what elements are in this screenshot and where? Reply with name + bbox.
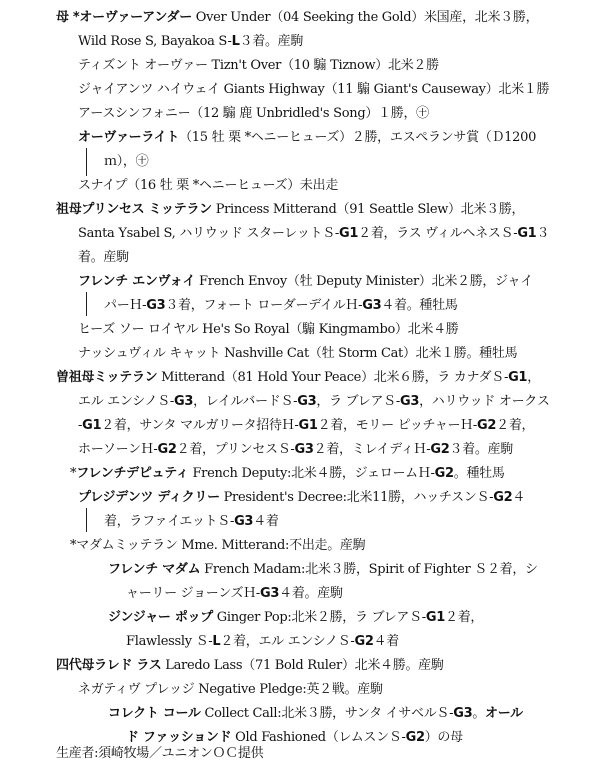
bold-name: G1 [82, 418, 102, 433]
text-segment: ３ [536, 226, 550, 241]
bold-name: G2 [157, 442, 177, 457]
text-segment: ナッシュヴィル キャット Nashville Cat（牡 Storm Cat）北米１勝。種牡馬 [78, 346, 518, 361]
text-segment: ホーソーンＨ- [78, 442, 158, 457]
bold-name: G2 [493, 490, 513, 505]
bold-name: フレンチ マダム [108, 562, 201, 577]
text-segment: ２着，ラス ヴィルヘネスＳ- [358, 226, 518, 241]
text-segment: Laredo Lass（71 Bold Ruler）北米４勝。産駒 [161, 658, 444, 673]
text-segment: * [70, 466, 77, 481]
text-segment: ２着，サンタ マルガリータ招待Ｈ- [101, 418, 299, 433]
bold-name: コレクト コール [108, 706, 201, 721]
text-segment: 。 [472, 706, 486, 721]
bold-name: G1 [339, 226, 359, 241]
text-segment: ３着。産駒 [239, 34, 304, 49]
text-segment: ４着 [253, 514, 279, 529]
text-segment: ４着。種牡馬 [381, 298, 458, 313]
text-segment: ４ [512, 490, 526, 505]
bold-name: G1 [425, 610, 446, 625]
text-segment: ティズント オーヴァー Tizn't Over（10 騸 Tiznow）北米２勝 [78, 58, 439, 73]
text-segment: ネガティヴ プレッジ Negative Pledge:英２戦。産駒 [78, 682, 383, 697]
text-segment: エル エンシノＳ- [78, 394, 174, 409]
pedigree-line [126, 632, 399, 652]
text-segment: 着。産駒 [78, 250, 129, 265]
bold-name: G3 [173, 394, 194, 409]
text-segment: ２着，プリンセスＳ- [176, 442, 295, 457]
pedigree-line [108, 608, 483, 628]
pedigree-line [78, 320, 459, 340]
pedigree-line [70, 536, 365, 556]
pedigree-line [108, 560, 538, 580]
text-segment: ３着。産駒 [449, 442, 513, 457]
bold-name: G1 [298, 418, 318, 433]
pedigree-line [78, 128, 536, 148]
pedigree-line [78, 224, 549, 244]
text-segment: ，ハリウッド オークス [419, 394, 550, 409]
text-segment: Santa Ysabel S, ハリウッド スターレットＳ- [78, 226, 340, 241]
text-segment: ２着，モリー ピッチャーＨ- [317, 418, 478, 433]
text-segment: ２着， [496, 418, 535, 433]
text-segment: ジャイアンツ ハイウェイ Giants Highway（11 騸 Giant's Causeway）北米１勝 [78, 82, 550, 97]
bold-name: L [231, 34, 240, 49]
text-segment: Princess Mitterand（91 Seattle Slew）北米３勝， [211, 202, 525, 217]
pedigree-line [56, 200, 524, 220]
text-segment: - [78, 418, 83, 433]
bold-name: G3 [297, 394, 317, 409]
footer-credit: 生産者:須崎牧場／ユニオンＯＣ提供 [56, 746, 264, 761]
pedigree-line [56, 368, 540, 388]
text-segment: French Envoy（牡 Deputy Minister）北米２勝，ジャイ [195, 274, 533, 289]
bold-name: G2 [477, 418, 497, 433]
pedigree-line [78, 488, 525, 508]
text-segment: ３着，フォート ローダーデイルＨ- [165, 298, 363, 313]
pedigree-line [126, 584, 343, 604]
text-segment: Over Under（04 Seeking the Gold）米国産，北米３勝， [191, 10, 539, 25]
pedigree-line [78, 440, 513, 460]
pedigree-line [78, 248, 129, 268]
bold-name: フレンチ エンヴォイ [78, 274, 196, 289]
bold-name: G3 [399, 394, 420, 409]
bold-name: ド ファッションド [126, 730, 232, 745]
text-segment: ４着 [373, 634, 399, 649]
bold-name: G3 [453, 706, 473, 721]
bold-name: 母 *オーヴァーアンダー [56, 10, 192, 25]
pedigree-line [56, 8, 538, 28]
bold-name: G1 [508, 370, 528, 385]
text-segment: アースシンフォニー（12 騸 鹿 Unbridled's Song）１勝，㊉ [78, 106, 429, 121]
bold-name: G2 [354, 634, 374, 649]
bold-name: G2 [405, 730, 425, 745]
continuation-bar [86, 148, 87, 176]
text-segment: French Deputy:北米４勝，ジェロームＨ- [188, 466, 435, 481]
pedigree-line [78, 416, 534, 436]
bold-name: G1 [517, 226, 537, 241]
text-segment: Flawlessly Ｓ- [126, 634, 213, 649]
text-segment: ｍ），㊉ [104, 154, 149, 169]
bold-name: G3 [146, 298, 166, 313]
text-segment: ヒーズ ソー ロイヤル He's So Royal（騸 Kingmambo）北米４勝 [78, 322, 459, 337]
text-segment: Ginger Pop:北米２勝，ラ ブレアＳ- [212, 610, 426, 625]
bold-name: G3 [294, 442, 314, 457]
pedigree-line [70, 464, 505, 484]
pedigree-line [78, 80, 549, 100]
pedigree-line [78, 176, 338, 196]
text-segment: ２着，エル エンシノＳ- [220, 634, 355, 649]
text-segment: （15 牡 栗 *ヘニーヒューズ）２勝，エスペランサ賞（Ｄ1200 [179, 130, 537, 145]
bold-name: 曽祖母ミッテラン [56, 370, 158, 385]
pedigree-line [78, 680, 383, 700]
continuation-bar [86, 508, 87, 532]
pedigree-line [104, 296, 458, 316]
continuation-bar [86, 292, 87, 316]
text-segment: Old Fashioned（レムスンＳ- [231, 730, 406, 745]
text-segment: スナイプ（16 牡 栗 *ヘニーヒューズ）未出走 [78, 178, 339, 193]
bold-name: G2 [430, 442, 450, 457]
bold-name: G3 [234, 514, 254, 529]
text-segment: *マダムミッテラン Mme. Mitterand:不出走。産駒 [70, 538, 366, 553]
text-segment: ）の母 [424, 730, 463, 745]
bold-name: ジンジャー ポップ [108, 610, 213, 625]
text-segment: ２着，ミレイディＨ- [313, 442, 431, 457]
text-segment: Wild Rose S, Bayakoa S- [78, 34, 232, 49]
pedigree-line [78, 272, 533, 292]
text-segment: 。種牡馬 [453, 466, 505, 481]
bold-name: プレジデンツ ディクリー [78, 490, 220, 505]
bold-name: オール [485, 706, 523, 721]
text-segment: French Madam:北米３勝，Spirit of Fighter Ｓ２着，シ [200, 562, 538, 577]
text-segment: ４着。産駒 [279, 586, 343, 601]
text-segment: ，レイルバードＳ- [193, 394, 298, 409]
bold-name: G3 [260, 586, 280, 601]
bold-name: G3 [362, 298, 382, 313]
pedigree-line [78, 344, 517, 364]
pedigree-line [78, 56, 439, 76]
pedigree-line [104, 152, 148, 172]
text-segment: ２着， [445, 610, 484, 625]
pedigree-line [78, 392, 550, 412]
text-segment: ャーリー ジョーンズＨ- [126, 586, 261, 601]
bold-name: フレンチデピュティ [76, 466, 189, 481]
text-segment: Mitterand（81 Hold Your Peace）北米６勝，ラ カナダＳ- [157, 370, 509, 385]
bold-name: G2 [434, 466, 454, 481]
bold-name: L [212, 634, 221, 649]
pedigree-line [104, 512, 279, 532]
text-segment: ， [527, 370, 540, 385]
text-segment: 着，ラファイエットＳ- [104, 514, 235, 529]
bold-name: オーヴァーライト [78, 130, 180, 145]
text-segment: Collect Call:北米３勝，サンタ イサベルＳ- [200, 706, 454, 721]
bold-name: 四代母ラレド ラス [56, 658, 162, 673]
text-segment: パーＨ- [104, 298, 147, 313]
text-segment: President's Decree:北米11勝，ハッチスンＳ- [219, 490, 494, 505]
bold-name: 祖母プリンセス ミッテラン [56, 202, 212, 217]
pedigree-line [78, 32, 303, 52]
pedigree-line [108, 704, 523, 724]
pedigree-line [78, 104, 429, 124]
pedigree-line [56, 656, 444, 676]
text-segment: ，ラ ブレアＳ- [316, 394, 400, 409]
